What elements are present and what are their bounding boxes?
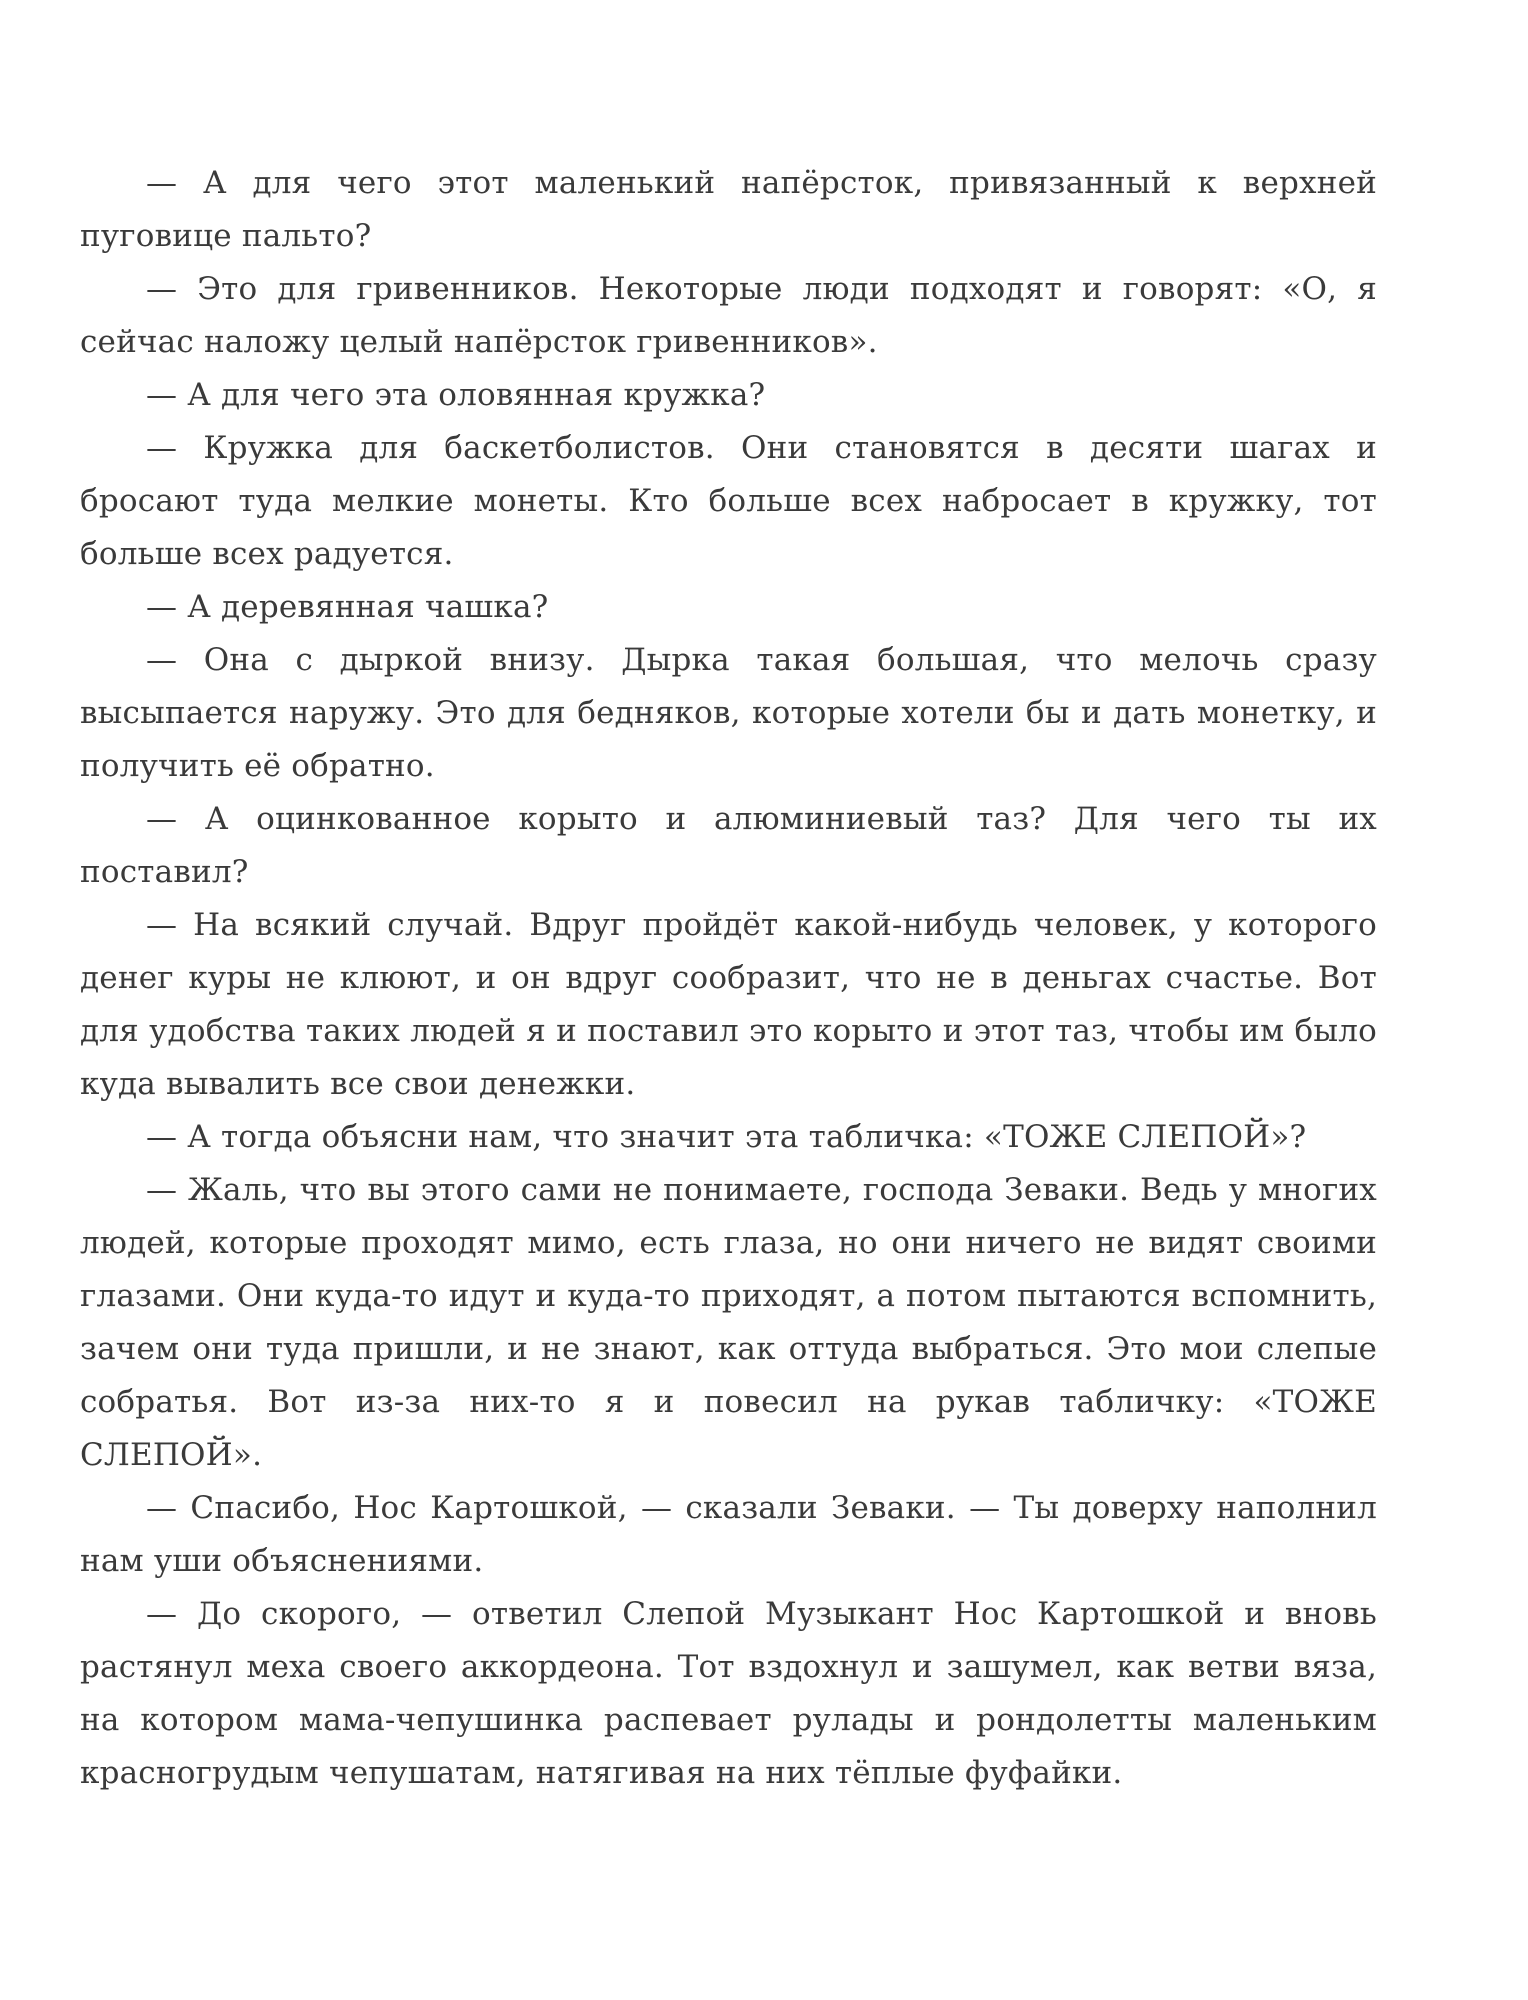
paragraph-3: — А для чего эта оловянная кружка?: [146, 377, 766, 413]
paragraph-9: — А тогда объясни нам, что значит эта табличка: «ТОЖЕ СЛЕПОЙ»?: [146, 1119, 1307, 1155]
body-text: [80, 157, 1377, 1800]
paragraph-2: — Это для гривенников. Некоторые люди подходят и говорят: «О, я сейчас наложу целый напёрсток гривенников».: [80, 271, 1377, 360]
paragraph-11: — Спасибо, Нос Картошкой, — сказали Зеваки. — Ты доверху наполнил нам уши объяснениями.: [80, 1490, 1377, 1579]
paragraph-10: — Жаль, что вы этого сами не понимаете, господа Зеваки. Ведь у многих людей, которые проходят мимо, есть глаза, но они ничего не видят своими глазами. Они куда-то идут и куда-то приходят, а потом пытаются вспомнить, зачем они туда пришли, и не знают, как оттуда выбраться. Это мои слепые собратья. Вот из-за них-то я и повесил на рукав табличку: «ТОЖЕ СЛЕПОЙ».: [80, 1172, 1377, 1473]
paragraph-12: — До скорого, — ответил Слепой Музыкант Нос Картошкой и вновь растянул меха своего аккордеона. Тот вздохнул и зашумел, как ветви вяза, на котором мама-чепушинка распевает рулады и рондолетты маленьким красногрудым чепушатам, натягивая на них тёплые фуфайки.: [80, 1596, 1377, 1791]
paragraph-8: — На всякий случай. Вдруг пройдёт какой-нибудь человек, у которого денег куры не клюют, и он вдруг сообразит, что не в деньгах счастье. Вот для удобства таких людей я и поставил это корыто и этот таз, чтобы им было куда вывалить все свои денежки.: [80, 907, 1377, 1102]
paragraph-5: — А деревянная чашка?: [146, 589, 549, 625]
paragraph-7: — А оцинкованное корыто и алюминиевый таз? Для чего ты их поставил?: [80, 801, 1377, 890]
paragraph-6: — Она с дыркой внизу. Дырка такая большая, что мелочь сразу высыпается наружу. Это для бедняков, которые хотели бы и дать монетку, и получить её обратно.: [80, 642, 1377, 784]
paragraph-1: — А для чего этот маленький напёрсток, привязанный к верхней пуговице пальто?: [80, 165, 1377, 254]
paragraph-4: — Кружка для баскетболистов. Они становятся в десяти шагах и бросают туда мелкие монеты. Кто больше всех набросает в кружку, тот больше всех радуется.: [80, 430, 1377, 572]
